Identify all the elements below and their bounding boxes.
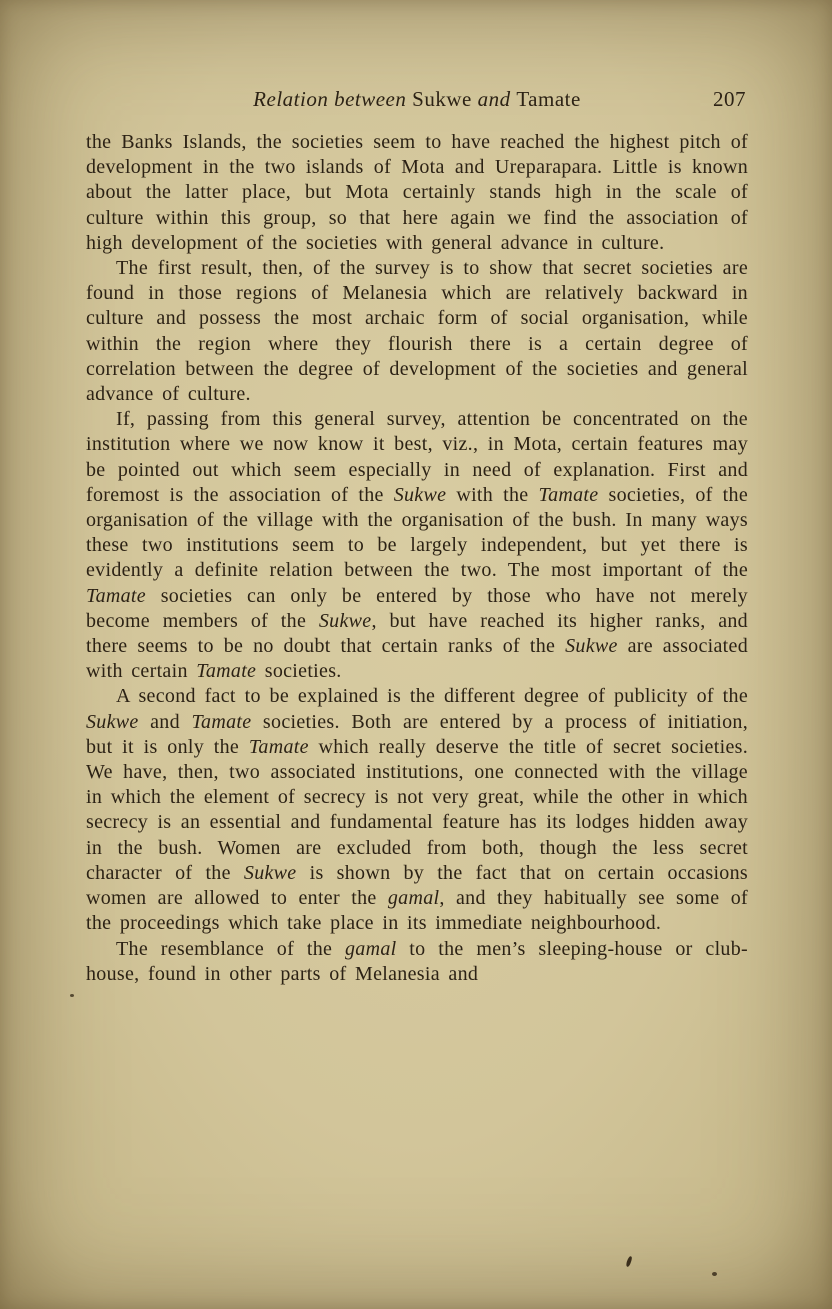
page-body [86,130,748,987]
italic-term: and [477,87,517,111]
text-run: to the men’s sleeping-house or club-house, found in other parts of Melanesia and [86,937,748,985]
italic-term: Sukwe [318,609,372,632]
italic-term: gamal [344,937,397,960]
italic-term: Sukwe [243,861,297,884]
text-run: are associated with certain [86,635,748,683]
text-run: is shown by the fact that on certain occasions women are allowed to enter the [86,861,748,910]
running-header-title [86,84,748,114]
paragraph [86,407,748,684]
text-run: Sukwe [412,87,478,111]
text-run: societies. Both are entered by a process of initiation, but it is only the [86,710,749,758]
italic-term: Tamate [191,710,252,733]
text-run: , but have reached its higher ranks, and there seems to be no doubt that certain ranks of the [86,609,748,658]
text-run: , and they habitually see some of the proceedings which take place in its immediate neighbourhood. [86,887,748,935]
running-header [86,84,748,114]
paragraph [86,256,748,407]
italic-term: Relation between [253,87,413,111]
italic-term: Sukwe [86,710,139,733]
paragraph [86,937,748,987]
text-run: The resemblance of the [116,937,345,960]
italic-term: Tamate [196,660,257,683]
text-run: The first result, then, of the survey is to show that secret societies are found in those regions of Melanesia which are relatively backward in culture and possess the most archaic form of social organisation, while within the region where they flourish there is a certain degree of correlation between the degree of development of the societies and general advance of culture. [86,257,748,406]
italic-term: Tamate [538,483,599,506]
text-run: If, passing from this general survey, attention be concentrated on the institution where we now know it best, viz., in Mota, certain features may be pointed out which seem especially in need of explanation. First and foremost is the association of the [86,408,748,506]
text-run: societies, of the organisation of the village with the organisation of the bush. In many ways these two institutions seem to be largely independent, but yet there is evidently a definite relation between the two. The most important of the [86,483,748,582]
text-run: with the [446,483,539,506]
text-run: societies. [256,660,342,683]
ink-speck [625,1256,632,1268]
italic-term: Tamate [86,584,146,607]
paragraph [86,684,748,936]
italic-term: Tamate [248,735,309,758]
text-run: Tamate [516,87,581,111]
text-run: the Banks Islands, the societies seem to have reached the highest pitch of development in the two islands of Mota and Ureparapara. Little is known about the latter place, but Mota certainly stands high in the scale of culture within this group, so that here again we find the association of high development of the societies with general advance in culture. [86,131,748,254]
paragraph [86,130,748,256]
italic-term: Sukwe [393,483,447,506]
text-run: and [138,710,192,733]
italic-term: gamal [387,887,440,910]
text-run: A second fact to be explained is the different degree of publicity of the [116,685,748,708]
italic-term: Sukwe [565,635,618,658]
ink-speck [70,994,74,997]
page-number: 207 [713,87,746,111]
text-run: which really deserve the title of secret societies. We have, then, two associated institutions, one connected with the village in which the element of secrecy is not very great, while the other in which secrecy is an essential and fundamental feature has its lodges hidden away in the bush. Women are excluded from both, though the less secret character of the [86,735,749,884]
text-run: societies can only be entered by those who have not merely become members of the [86,584,748,632]
ink-speck [712,1272,717,1276]
